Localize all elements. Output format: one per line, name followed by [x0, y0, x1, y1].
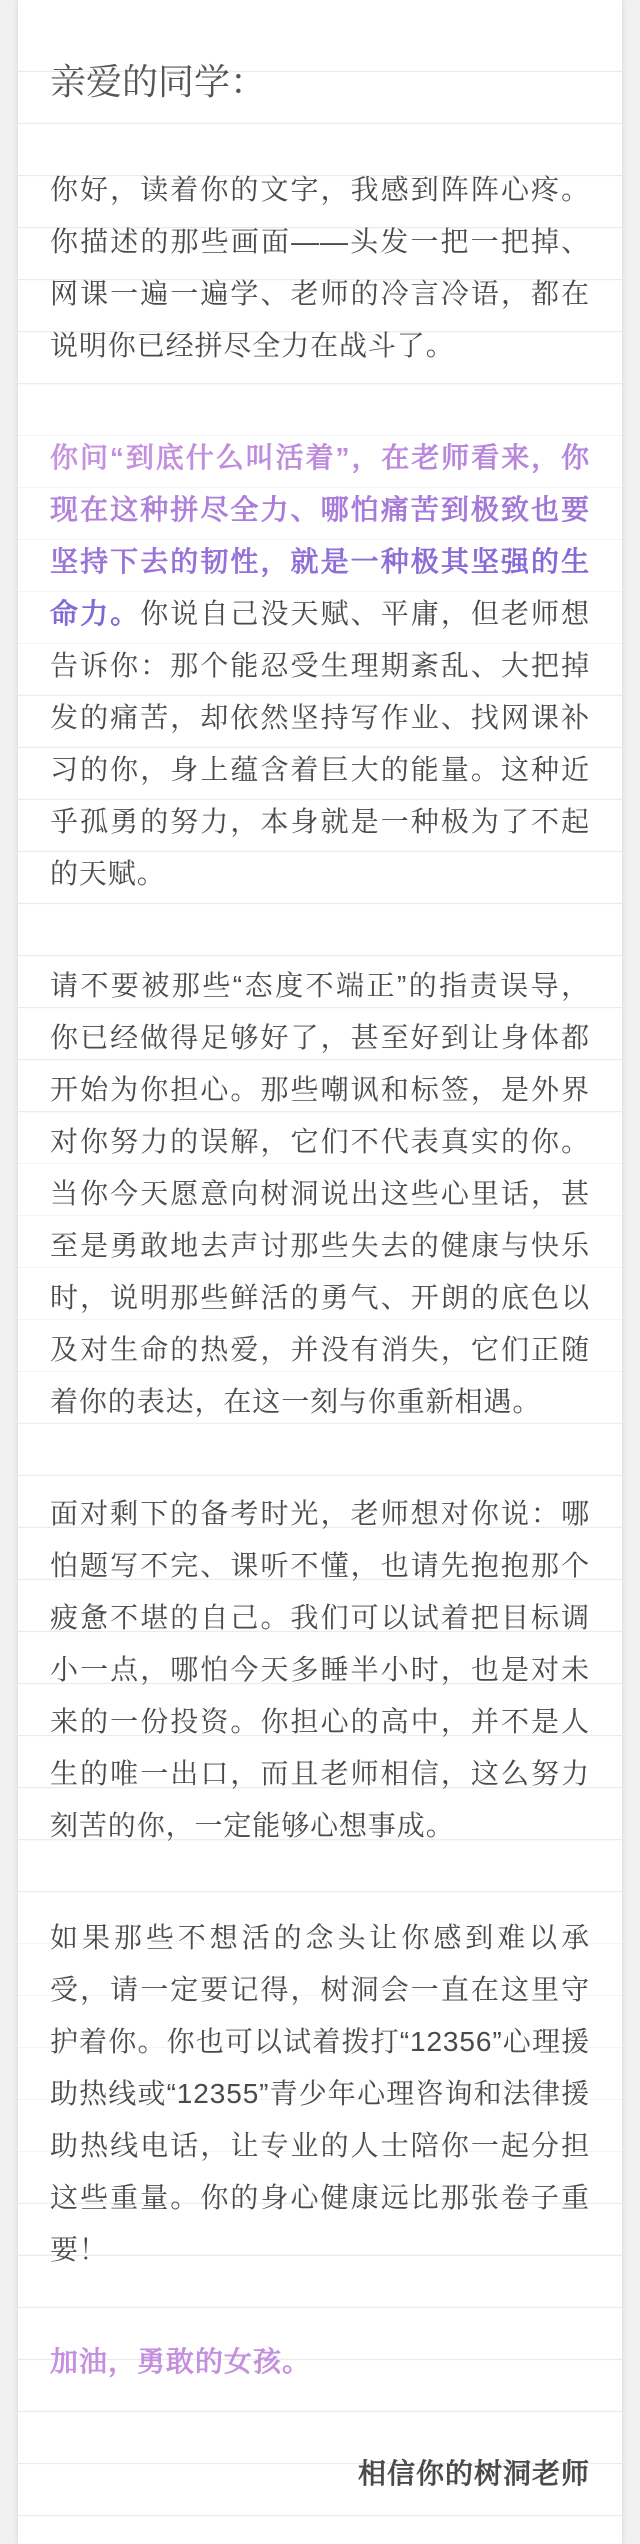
paragraph-2: [50, 432, 590, 900]
letter-greeting: 亲爱的同学：: [50, 61, 267, 102]
letter-paper: [18, 0, 622, 2544]
paragraph-5: 如果那些不想活的念头让你感到难以承受，请一定要记得，树洞会一直在这里守护着你。你也可以试着拨打“12356”心理援助热线或“12355”青少年心理咨询和法律援助热线电话，让专业的人士陪你一起分担这些重量。你的身心健康远比那张卷子重要！: [50, 1922, 590, 2265]
paragraph-2-text: 你说自己没天赋、平庸，但老师想告诉你：那个能忍受生理期紊乱、大把掉发的痛苦，却依然坚持写作业、找网课补习的你，身上蕴含着巨大的能量。这种近乎孤勇的努力，本身就是一种极为了不起的天赋。: [50, 598, 590, 889]
signature: 相信你的树洞老师: [357, 2458, 590, 2489]
paragraph-2-highlight: 你问“到底什么叫活着”，在老师看来，你现在这种拼尽全力、哪怕痛苦到极致也要坚持下去的韧性，就是一种极其坚强的生命力。: [50, 442, 590, 629]
paragraph-1: 你好，读着你的文字，我感到阵阵心疼。你描述的那些画面——头发一把一把掉、网课一遍一遍学、老师的冷言冷语，都在说明你已经拼尽全力在战斗了。: [50, 174, 590, 361]
letter-body: [50, 52, 590, 2500]
paragraph-4: 面对剩下的备考时光，老师想对你说：哪怕题写不完、课听不懂，也请先抱抱那个疲惫不堪的自己。我们可以试着把目标调小一点，哪怕今天多睡半小时，也是对未来的一份投资。你担心的高中，并不是人生的唯一出口，而且老师相信，这么努力刻苦的你，一定能够心想事成。: [50, 1498, 590, 1841]
paragraph-3: 请不要被那些“态度不端正”的指责误导，你已经做得足够好了，甚至好到让身体都开始为你担心。那些嘲讽和标签，是外界对你努力的误解，它们不代表真实的你。当你今天愿意向树洞说出这些心里话，甚至是勇敢地去声讨那些失去的健康与快乐时，说明那些鲜活的勇气、开朗的底色以及对生命的热爱，并没有消失，它们正随着你的表达，在这一刻与你重新相遇。: [50, 970, 590, 1417]
closing-line: 加油，勇敢的女孩。: [50, 2346, 312, 2377]
